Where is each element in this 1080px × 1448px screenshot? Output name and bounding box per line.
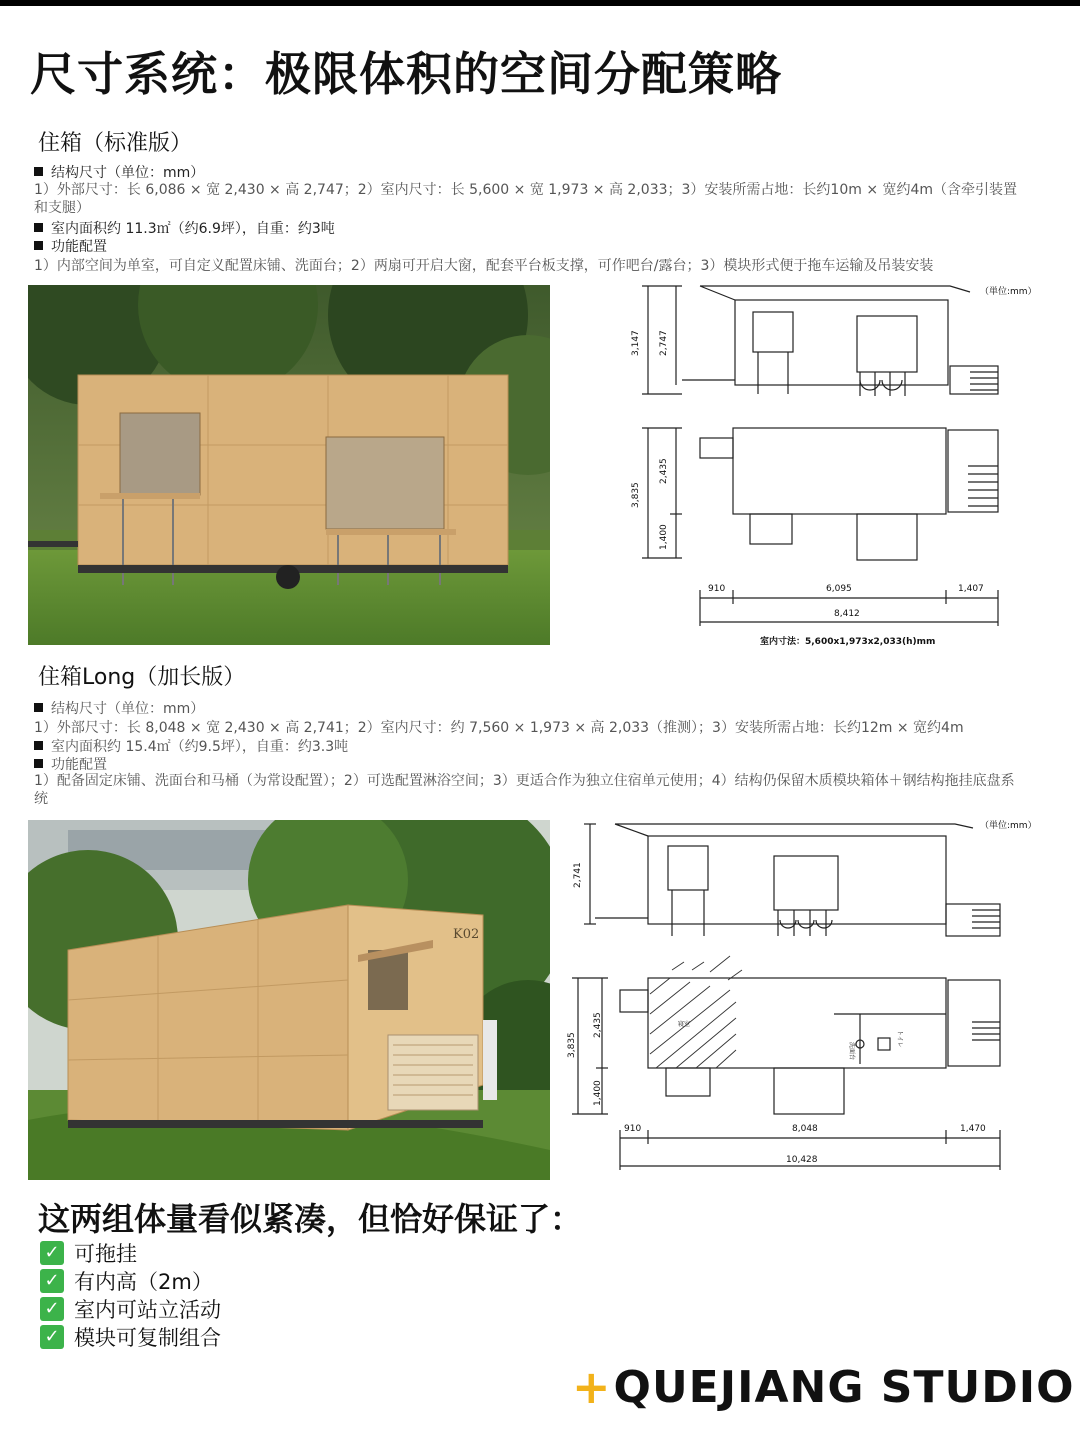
standard-dims-label (34, 162, 204, 182)
check-item-label: 模块可复制组合 (74, 1326, 221, 1350)
dim-w-deck: 1,400 (659, 524, 669, 550)
check-item-label: 室内可站立活动 (74, 1298, 221, 1322)
long-elevation-plan-drawing (560, 814, 1050, 1174)
check-item (40, 1238, 137, 1268)
dim-l-front: 910 (708, 584, 726, 594)
long-dim-l-rear: 1,470 (960, 1124, 986, 1134)
bullet-square-icon (34, 241, 43, 250)
bullet-square-icon (34, 703, 43, 712)
long-func-text: 1）配备固定床铺、洗面台和马桶（为常设配置）；2）可选配置淋浴空间；3）更适合作为独立住宿单元使用；4）结构仍保留木质模块箱体＋钢结构拖挂底盘系统 (34, 773, 1015, 807)
long-dim-h-box: 2,741 (573, 862, 583, 888)
long-area (34, 736, 348, 756)
long-dim-l-total: 10,428 (786, 1155, 818, 1165)
long-func-label (34, 754, 107, 774)
room-label-wash: 洗面台 (848, 1042, 855, 1061)
long-dims-label (34, 698, 204, 718)
dim-l-total: 8,412 (834, 609, 860, 619)
drawing-unit-label: （単位:mm） (980, 287, 1037, 297)
long-func-label-text: 功能配置 (51, 757, 107, 773)
long-area-text: 室内面积约 15.4㎡（约9.5坪），自重：约3.3吨 (51, 739, 349, 755)
bullet-square-icon (34, 223, 43, 232)
standard-trailer-photo (28, 285, 550, 645)
long-trailer-photo (28, 820, 550, 1180)
standard-elevation-plan-drawing (620, 280, 1040, 650)
room-label-bed: 寝室 (678, 1021, 691, 1028)
check-icon: ✓ (40, 1241, 64, 1265)
check-item (40, 1322, 221, 1352)
long-heading: 住箱Long（加长版） (38, 665, 246, 690)
room-label-toilet: トイレ (896, 1030, 903, 1048)
page-title: 尺寸系统：极限体积的空间分配策略 (30, 47, 782, 101)
plus-icon: + (572, 1360, 612, 1414)
dim-w-box: 2,435 (659, 458, 669, 484)
long-dim-w-deck: 1,400 (593, 1080, 603, 1106)
check-icon: ✓ (40, 1269, 64, 1293)
brand-name: QUEJIANG STUDIO (613, 1361, 1075, 1413)
long-dims-label-text: 结构尺寸（单位：mm） (51, 701, 205, 717)
long-dims-text: 1）外部尺寸：长 8,048 × 宽 2,430 × 高 2,741；2）室内尺寸：约 7,560 × 1,973 × 高 2,033（推测）；3）安装所需占地：长约12m × 宽约4m (34, 720, 964, 736)
check-item (40, 1294, 221, 1324)
closing-statement: 这两组体量看似紧凑，但恰好保证了： (38, 1200, 583, 1238)
check-item-label: 有内高（2m） (74, 1270, 213, 1294)
long-dim-l-front: 910 (624, 1124, 642, 1134)
bullet-square-icon (34, 741, 43, 750)
standard-func-label-text: 功能配置 (51, 239, 107, 255)
standard-dims-label-text: 结构尺寸（单位：mm） (51, 165, 205, 181)
check-item (40, 1266, 213, 1296)
bullet-square-icon (34, 759, 43, 768)
check-item-label: 可拖挂 (74, 1242, 137, 1266)
dim-l-box: 6,095 (826, 584, 852, 594)
standard-area-text: 室内面积约 11.3㎡（约6.9坪），自重：约3吨 (51, 221, 335, 237)
standard-area (34, 218, 335, 238)
standard-func-label (34, 236, 107, 256)
dim-l-rear: 1,407 (958, 584, 984, 594)
dim-h-total: 3,147 (631, 330, 641, 356)
check-icon: ✓ (40, 1325, 64, 1349)
long-dim-w-box: 2,435 (593, 1012, 603, 1038)
long-drawing-unit-label: （単位:mm） (980, 821, 1037, 831)
long-dim-w-total: 3,835 (567, 1032, 577, 1058)
photo-sign-text: K02 (453, 927, 480, 942)
standard-func-text: 1）内部空间为单室，可自定义配置床铺、洗面台；2）两扇可开启大窗，配套平台板支撑，可作吧台/露台；3）模块形式便于拖车运输及吊装安装 (34, 258, 934, 274)
standard-heading: 住箱（标准版） (38, 131, 193, 156)
standard-dims-text: 1）外部尺寸：长 6,086 × 宽 2,430 × 高 2,747；2）室内尺寸：长 5,600 × 宽 1,973 × 高 2,033；3）安装所需占地：长约10m × 宽约4m（含牵引装置和支腿） (34, 182, 1018, 216)
check-icon: ✓ (40, 1297, 64, 1321)
brand-logo (572, 1360, 1075, 1414)
long-dim-l-box: 8,048 (792, 1124, 818, 1134)
dim-h-box: 2,747 (659, 330, 669, 356)
bullet-square-icon (34, 167, 43, 176)
drawing-inner-dims: 室内寸法：5,600x1,973x2,033(h)mm (760, 637, 936, 647)
dim-w-total: 3,835 (631, 482, 641, 508)
top-border (0, 0, 1080, 6)
